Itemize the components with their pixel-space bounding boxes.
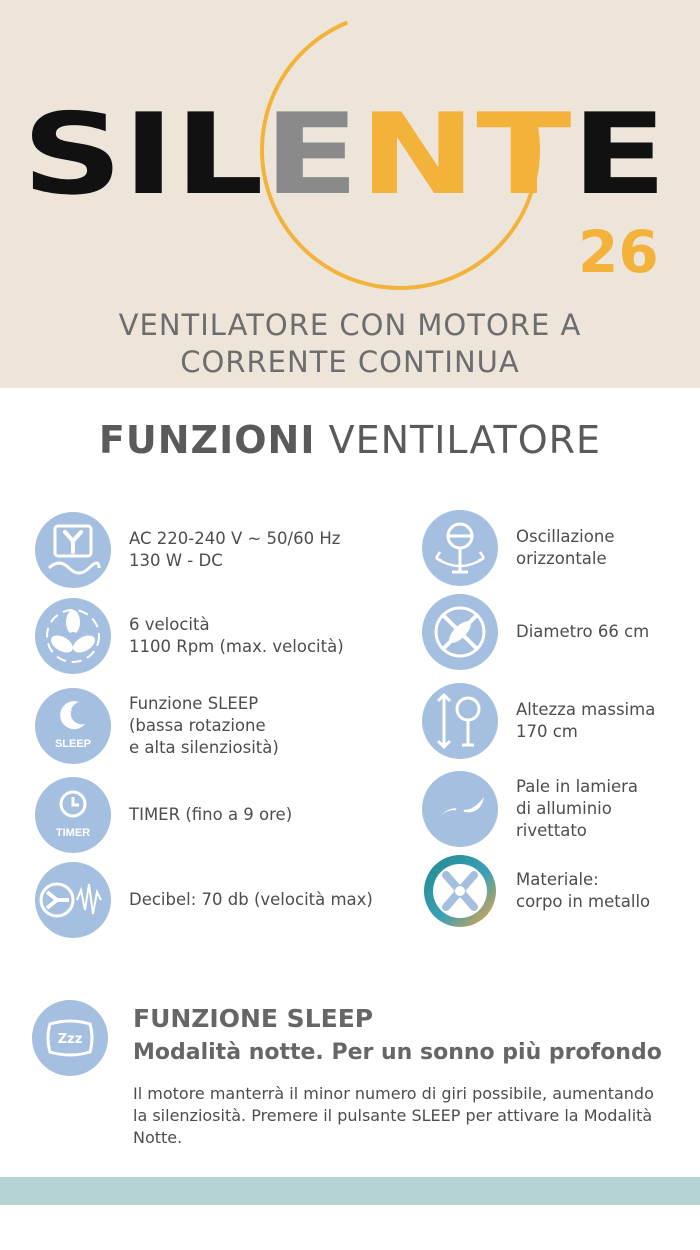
section-title (0, 418, 700, 462)
decibel-sound-icon (35, 862, 111, 938)
feature-speed (35, 598, 344, 674)
feature-oscillation-line-1: Oscillazione (516, 527, 615, 546)
timer-clock-icon (35, 777, 111, 853)
sleep-subtitle: Modalità notte. Per un sonno più profondo (133, 1040, 662, 1065)
brand-part-4: E (571, 90, 649, 220)
feature-decibel-line-1: Decibel: 70 db (velocità max) (129, 890, 373, 909)
header-banner (0, 0, 700, 388)
feature-material-line-2: corpo in metallo (516, 892, 651, 911)
sleep-title: FUNZIONE SLEEP (133, 1004, 374, 1033)
feature-diameter-line-1: Diametro 66 cm (516, 622, 650, 641)
feature-speed-line-2: 1100 Rpm (max. velocità) (129, 637, 344, 656)
subtitle-line-1: VENTILATORE CON MOTORE A (118, 308, 582, 342)
feature-height-line-2: 170 cm (516, 722, 578, 741)
feature-material-line-1: Materiale: (516, 870, 599, 889)
feature-oscillation (422, 510, 614, 586)
feature-height (422, 683, 655, 759)
sleep-description: Il motore manterrà il minor numero di giri possibile, aumentando la silenziosità. Premere il pulsante SLEEP per attivare la Modalità Notte. (133, 1084, 654, 1147)
sleep-badge-label: SLEEP (54, 738, 92, 750)
brand-number: 26 (578, 218, 659, 286)
height-icon (422, 683, 498, 759)
feature-sleep-line-2: (bassa rotazione (129, 716, 266, 735)
blade-icon (422, 771, 498, 847)
sleep-zzz-text: Zzz (57, 1032, 83, 1047)
feature-oscillation-line-2: orizzontale (516, 549, 607, 568)
section-title-bold: FUNZIONI (98, 418, 316, 462)
brand-part-2: E (263, 90, 341, 220)
feature-blade-line-2: di alluminio (516, 799, 612, 818)
feature-timer (35, 777, 292, 853)
svg-text:★: ★ (65, 707, 74, 717)
fan-speed-icon (35, 598, 111, 674)
feature-sleep (35, 688, 279, 764)
material-icon (422, 853, 498, 929)
timer-badge-label: TIMER (55, 827, 91, 839)
feature-blade-line-3: rivettato (516, 821, 587, 840)
footer-band (0, 1177, 700, 1205)
section-title-light: VENTILATORE (328, 418, 602, 462)
feature-blade (422, 771, 638, 847)
feature-sleep-line-3: e alta silenziosità) (129, 738, 279, 757)
sleep-pillow-icon (32, 1000, 108, 1076)
sleep-moon-icon (35, 688, 111, 764)
svg-text:SILENTE (22, 90, 667, 220)
feature-power-line-2: 130 W - DC (129, 551, 223, 570)
brand-part-1: SIL (22, 90, 216, 220)
feature-timer-line-1: TIMER (fino a 9 ore) (129, 805, 293, 824)
silente-logo (0, 0, 700, 300)
feature-speed-line-1: 6 velocità (129, 615, 210, 634)
diameter-icon (422, 594, 498, 670)
feature-power-line-1: AC 220-240 V ~ 50/60 Hz (129, 529, 341, 548)
oscillation-icon (422, 510, 498, 586)
feature-height-line-1: Altezza massima (516, 700, 656, 719)
feature-power (35, 512, 340, 588)
subtitle-line-2: CORRENTE CONTINUA (180, 345, 520, 379)
brand-part-3: NT (359, 90, 530, 220)
feature-diameter (422, 594, 649, 670)
fan-power-icon (35, 512, 111, 588)
feature-material (422, 853, 650, 929)
feature-blade-line-1: Pale in lamiera (516, 777, 638, 796)
feature-decibel (35, 862, 373, 938)
feature-sleep-line-1: Funzione SLEEP (129, 694, 259, 713)
